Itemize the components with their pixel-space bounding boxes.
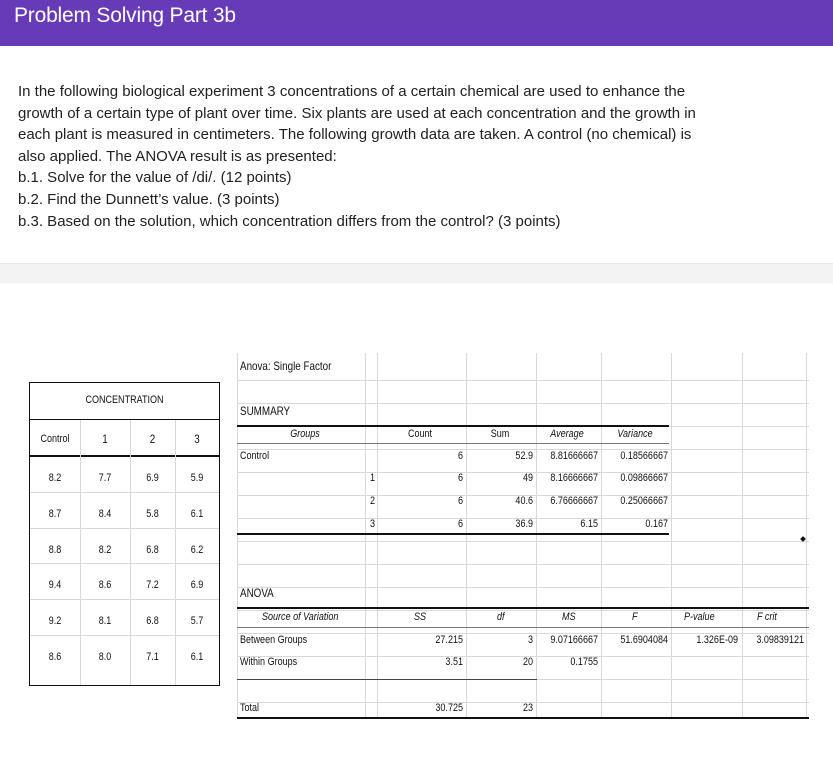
- summary-header: Groups: [290, 428, 320, 440]
- question-line: also applied. The ANOVA result is as presented:: [18, 147, 337, 165]
- table-cell: 8.1: [98, 615, 112, 627]
- question-text: [18, 81, 808, 232]
- table-cell: 7.1: [146, 651, 159, 663]
- anova-header: SS: [414, 611, 427, 623]
- summary-variance: 0.09866667: [620, 472, 668, 484]
- table-cell: 6.1: [190, 651, 204, 663]
- summary-header: Count: [407, 428, 433, 440]
- table-cell: 8.6: [98, 579, 112, 591]
- table-cell: 8.4: [98, 508, 112, 520]
- anova-header: Source of Variation: [262, 611, 339, 623]
- table-cell: 8.0: [98, 651, 112, 663]
- summary-index: 2: [369, 495, 375, 507]
- summary-header: Variance: [617, 428, 653, 440]
- between-groups-label: Between Groups: [240, 634, 308, 646]
- summary-sum: 49: [522, 472, 533, 484]
- section-divider: [0, 263, 833, 284]
- between-f-crit: 3.09839121: [756, 634, 804, 646]
- table-cell: 8.6: [48, 651, 62, 663]
- anova-header: F: [632, 611, 638, 623]
- question-line: b.2. Find the Dunnett’s value. (3 points): [18, 190, 280, 208]
- question-line: b.3. Based on the solution, which concentration differs from the control? (3 points): [18, 212, 561, 230]
- summary-header: Sum: [490, 428, 510, 440]
- table-cell: 9.2: [48, 615, 62, 627]
- table-header-cell: 3: [194, 432, 200, 446]
- anova-header: P-value: [684, 611, 715, 623]
- summary-index: 1: [369, 472, 375, 484]
- table-cell: 8.7: [48, 508, 62, 520]
- table-cell: 8.2: [48, 472, 62, 484]
- summary-average: 8.81666667: [550, 450, 598, 462]
- table-cell: 9.4: [48, 579, 62, 591]
- anova-header: F crit: [757, 611, 777, 623]
- summary-label: SUMMARY: [240, 404, 291, 418]
- within-ms: 0.1755: [570, 656, 598, 668]
- anova-header: MS: [562, 611, 576, 623]
- table-cell: 6.2: [190, 544, 204, 556]
- table-cell: 6.1: [190, 508, 204, 520]
- between-ms: 9.07166667: [550, 634, 598, 646]
- table-cell: 6.9: [146, 472, 159, 484]
- table-cell: 8.8: [48, 544, 62, 556]
- anova-title: Anova: Single Factor: [240, 359, 332, 373]
- table-cell: 6.8: [146, 544, 159, 556]
- within-ss: 3.51: [445, 656, 463, 668]
- summary-sum: 36.9: [515, 518, 533, 530]
- table-cell: 7.2: [146, 579, 159, 591]
- summary-sum: 40.6: [515, 495, 533, 507]
- table-cell: 7.7: [98, 472, 112, 484]
- summary-average: 6.76666667: [550, 495, 598, 507]
- within-df: 20: [522, 656, 533, 668]
- table-header-cell: 2: [149, 432, 156, 446]
- summary-sum: 52.9: [515, 450, 533, 462]
- total-df: 23: [522, 702, 533, 714]
- summary-count: 6: [457, 472, 463, 484]
- between-f: 51.6904084: [620, 634, 668, 646]
- table-cell: 6.8: [146, 615, 159, 627]
- spreadsheet-image: [0, 283, 833, 774]
- summary-variance: 0.18566667: [620, 450, 668, 462]
- summary-header: Average: [550, 428, 584, 440]
- summary-group: Control: [240, 450, 270, 462]
- summary-count: 6: [457, 518, 463, 530]
- summary-average: 6.15: [580, 518, 598, 530]
- anova-header: df: [497, 611, 505, 623]
- table-cell: 5.7: [190, 615, 204, 627]
- table-cell: 5.8: [146, 508, 159, 520]
- question-line: In the following biological experiment 3 concentrations of a certain chemical are used to enhance the: [18, 83, 686, 100]
- between-ss: 27.215: [435, 634, 463, 646]
- table-header-cell: 1: [102, 432, 108, 446]
- summary-variance: 0.25066667: [620, 495, 668, 507]
- page-title: Problem Solving Part 3b: [14, 4, 236, 27]
- between-p-value: 1.326E-09: [696, 634, 738, 646]
- anova-section-label: ANOVA: [240, 586, 274, 600]
- summary-count: 6: [457, 450, 463, 462]
- total-ss: 30.725: [435, 702, 463, 714]
- between-df: 3: [527, 634, 533, 646]
- question-line: growth of a certain type of plant over time. Six plants are used at each concentration and the growth in: [18, 104, 696, 122]
- form-header: [0, 0, 833, 46]
- total-label: Total: [240, 702, 260, 714]
- summary-count: 6: [457, 495, 463, 507]
- table-cell: 6.9: [190, 579, 204, 591]
- within-groups-label: Within Groups: [240, 656, 298, 668]
- summary-average: 8.16666667: [550, 472, 598, 484]
- table-cell: 8.2: [98, 544, 112, 556]
- summary-index: 3: [369, 518, 375, 530]
- question-line: b.1. Solve for the value of /di/. (12 points): [18, 169, 292, 187]
- table-header-cell: Control: [40, 433, 70, 445]
- question-line: each plant is measured in centimeters. The following growth data are taken. A control (no chemical) is: [18, 126, 692, 144]
- table-cell: 5.9: [190, 472, 204, 484]
- concentration-title: CONCENTRATION: [85, 394, 164, 406]
- summary-variance: 0.167: [645, 518, 668, 530]
